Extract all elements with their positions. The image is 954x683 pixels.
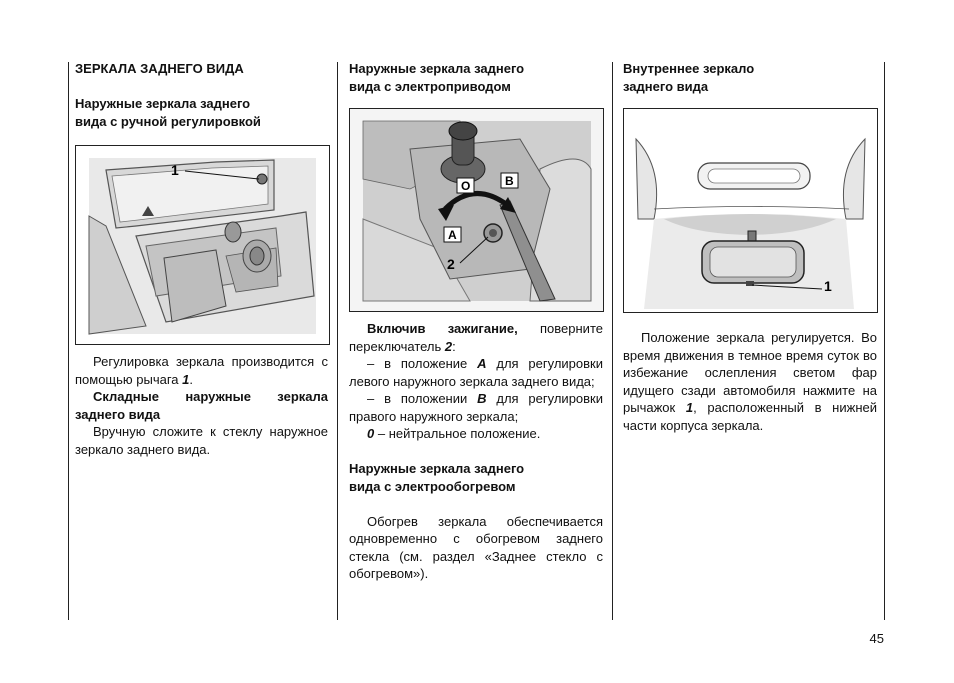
position-b-item	[349, 390, 603, 425]
mirror-switch-illustration	[350, 109, 603, 311]
column-divider-2	[612, 62, 613, 620]
column-interior-mirror	[623, 60, 877, 434]
column-electric-mirrors	[349, 60, 603, 583]
ignition-text: поверните переключатель	[349, 321, 603, 354]
ignition-end: :	[452, 338, 456, 354]
interior-lever-ref: 1	[685, 400, 694, 415]
manual-mirrors-heading	[75, 95, 328, 131]
page-number: 45	[869, 631, 884, 646]
column-divider-1	[337, 62, 338, 620]
door-mirror-lever-illustration	[76, 146, 329, 344]
mirror-switch-figure	[349, 108, 604, 312]
position-0-key: 0	[367, 426, 375, 441]
position-a-post: для регулировки левого наружного зеркала заднего вида;	[349, 356, 604, 389]
position-a-item	[349, 355, 603, 390]
figure-callout-1: 1	[171, 162, 179, 178]
manual-adjust-end: .	[189, 371, 194, 387]
interior-mirror-text: Положение зеркала регулируется. Во время движения в темное время суток во избежание ослепления светом фар идущего сзади автомобиля нажмите на рычажок	[623, 330, 877, 415]
position-0-item	[349, 425, 603, 443]
folding-mirrors-paragraph: Вручную сложите к стеклу наружное зеркало заднего вида.	[75, 424, 328, 457]
figure-callout-1-interior: 1	[824, 278, 832, 294]
column-divider-right	[884, 62, 885, 620]
ignition-bold: Включив зажигание,	[367, 321, 518, 336]
folding-mirrors-heading: Складные наружные зеркала заднего вида	[75, 389, 328, 422]
interior-mirror-paragraph	[623, 329, 877, 434]
switch-ref: 2	[444, 338, 453, 354]
door-mirror-lever-figure	[75, 145, 330, 345]
position-b-pre: – в положении	[367, 391, 478, 406]
heated-mirrors-heading-line1: Наружные зеркала заднего	[349, 460, 525, 476]
switch-callout-2: 2	[447, 256, 455, 272]
heated-mirrors-heading-line2: вида с электрообогревом	[349, 478, 516, 494]
heated-mirrors-heading	[349, 460, 603, 496]
interior-mirror-heading-line1: Внутреннее зеркало	[623, 61, 755, 76]
position-0-post: – нейтральное положение.	[374, 426, 541, 441]
manual-mirrors-heading-line1: Наружные зеркала заднего	[75, 96, 251, 111]
column-divider-left	[68, 62, 69, 620]
position-b-post: для регулировки правого наружного зеркала;	[349, 391, 604, 424]
interior-mirror-heading	[623, 60, 877, 96]
electric-mirrors-heading-line1: Наружные зеркала заднего	[349, 61, 525, 76]
position-b-key: B	[477, 391, 487, 406]
position-o-label: O	[461, 179, 471, 193]
interior-mirror-heading-line2: заднего вида	[623, 79, 709, 94]
interior-mirror-figure	[623, 108, 878, 313]
manual-adjust-paragraph	[75, 353, 328, 388]
heated-mirrors-paragraph: Обогрев зеркала обеспечивается одновременно с обогревом заднего стекла (см. раздел «Заднее стекло с обогревом»).	[349, 513, 603, 581]
electric-mirrors-heading	[349, 60, 603, 96]
interior-mirror-illustration	[624, 109, 877, 312]
column-manual-mirrors	[75, 60, 328, 458]
position-a-key: A	[477, 356, 487, 371]
manual-mirrors-heading-line2: вида с ручной регулировкой	[75, 114, 261, 129]
position-a-label: A	[448, 228, 457, 242]
electric-mirrors-heading-line2: вида с электроприводом	[349, 79, 511, 94]
position-b-label: B	[505, 174, 514, 188]
lever-ref: 1	[182, 371, 190, 387]
ignition-paragraph	[349, 320, 603, 355]
position-a-pre: – в положение	[367, 356, 478, 371]
section-title: ЗЕРКАЛА ЗАДНЕГО ВИДА	[75, 61, 244, 76]
interior-mirror-text-end: , расположенный в нижней части корпуса зеркала.	[623, 400, 877, 433]
manual-adjust-text: Регулировка зеркала производится с помощью рычага	[75, 354, 328, 387]
